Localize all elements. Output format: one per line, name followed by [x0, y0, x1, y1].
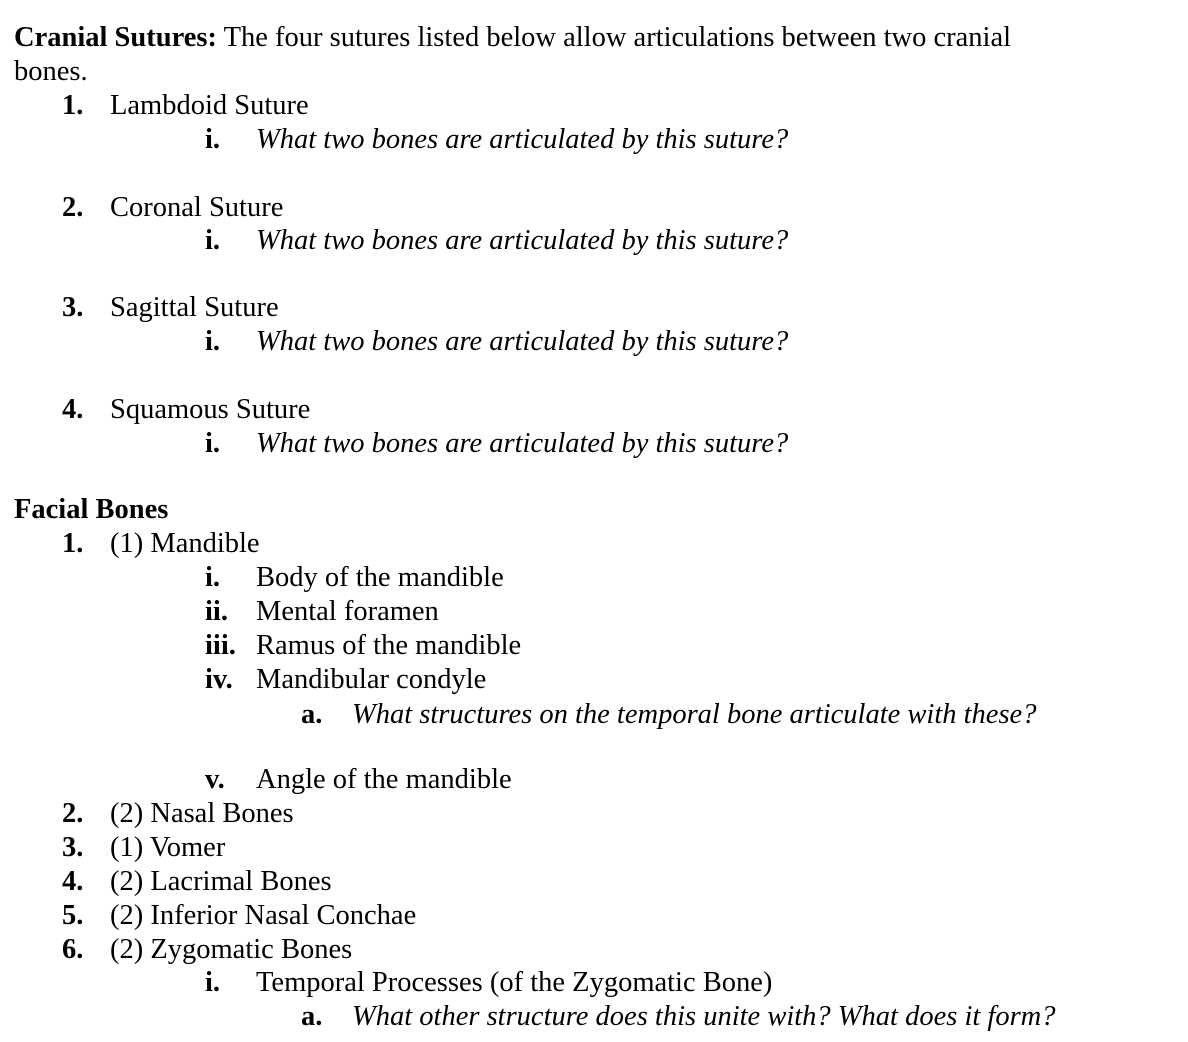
mandible-question: What structures on the temporal bone articulate with these? — [352, 699, 1037, 730]
suture-label: Coronal Suture — [110, 192, 284, 223]
suture-question: What two bones are articulated by this suture? — [256, 225, 789, 256]
suture-question: What two bones are articulated by this suture? — [256, 428, 789, 459]
bone-label: (2) Nasal Bones — [110, 798, 294, 829]
question-number: a. — [301, 699, 323, 730]
bone-label: (2) Inferior Nasal Conchae — [110, 900, 417, 931]
bone-label: (1) Mandible — [110, 528, 260, 559]
question-number: a. — [301, 1001, 323, 1032]
sub-number: i. — [205, 428, 221, 459]
sub-number: i. — [205, 225, 221, 256]
sub-number: i. — [205, 124, 221, 155]
sub-label: Temporal Processes (of the Zygomatic Bone) — [256, 967, 773, 998]
sub-label: Body of the mandible — [256, 562, 504, 593]
list-number: 3. — [62, 292, 84, 323]
list-number: 4. — [62, 866, 84, 897]
list-number: 1. — [62, 528, 84, 559]
facial-heading: Facial Bones — [14, 494, 169, 525]
sub-label: Angle of the mandible — [256, 764, 512, 795]
zygomatic-question: What other structure does this unite with? What does it form? — [352, 1001, 1056, 1032]
cranial-intro-line2: bones. — [14, 56, 88, 87]
bone-label: (2) Zygomatic Bones — [110, 934, 353, 965]
list-number: 2. — [62, 192, 84, 223]
cranial-intro-text: The four sutures listed below allow articulations between two cranial — [216, 22, 1012, 53]
suture-label: Sagittal Suture — [110, 292, 279, 323]
sub-number: iii. — [205, 630, 236, 661]
sub-label: Ramus of the mandible — [256, 630, 522, 661]
suture-question: What two bones are articulated by this suture? — [256, 326, 789, 357]
sub-number: v. — [205, 764, 225, 795]
sub-number: i. — [205, 967, 221, 998]
sub-label: Mandibular condyle — [256, 664, 487, 695]
sub-label: Mental foramen — [256, 596, 439, 627]
list-number: 1. — [62, 90, 84, 121]
cranial-heading: Cranial Sutures: — [14, 22, 217, 53]
suture-question: What two bones are articulated by this suture? — [256, 124, 789, 155]
sub-number: i. — [205, 326, 221, 357]
cranial-intro — [14, 21, 1011, 55]
suture-label: Squamous Suture — [110, 394, 311, 425]
bone-label: (1) Vomer — [110, 832, 226, 863]
list-number: 2. — [62, 798, 84, 829]
sub-number: i. — [205, 562, 221, 593]
list-number: 4. — [62, 394, 84, 425]
sub-number: iv. — [205, 664, 233, 695]
list-number: 6. — [62, 934, 84, 965]
bone-label: (2) Lacrimal Bones — [110, 866, 332, 897]
list-number: 3. — [62, 832, 84, 863]
list-number: 5. — [62, 900, 84, 931]
suture-label: Lambdoid Suture — [110, 90, 309, 121]
sub-number: ii. — [205, 596, 228, 627]
